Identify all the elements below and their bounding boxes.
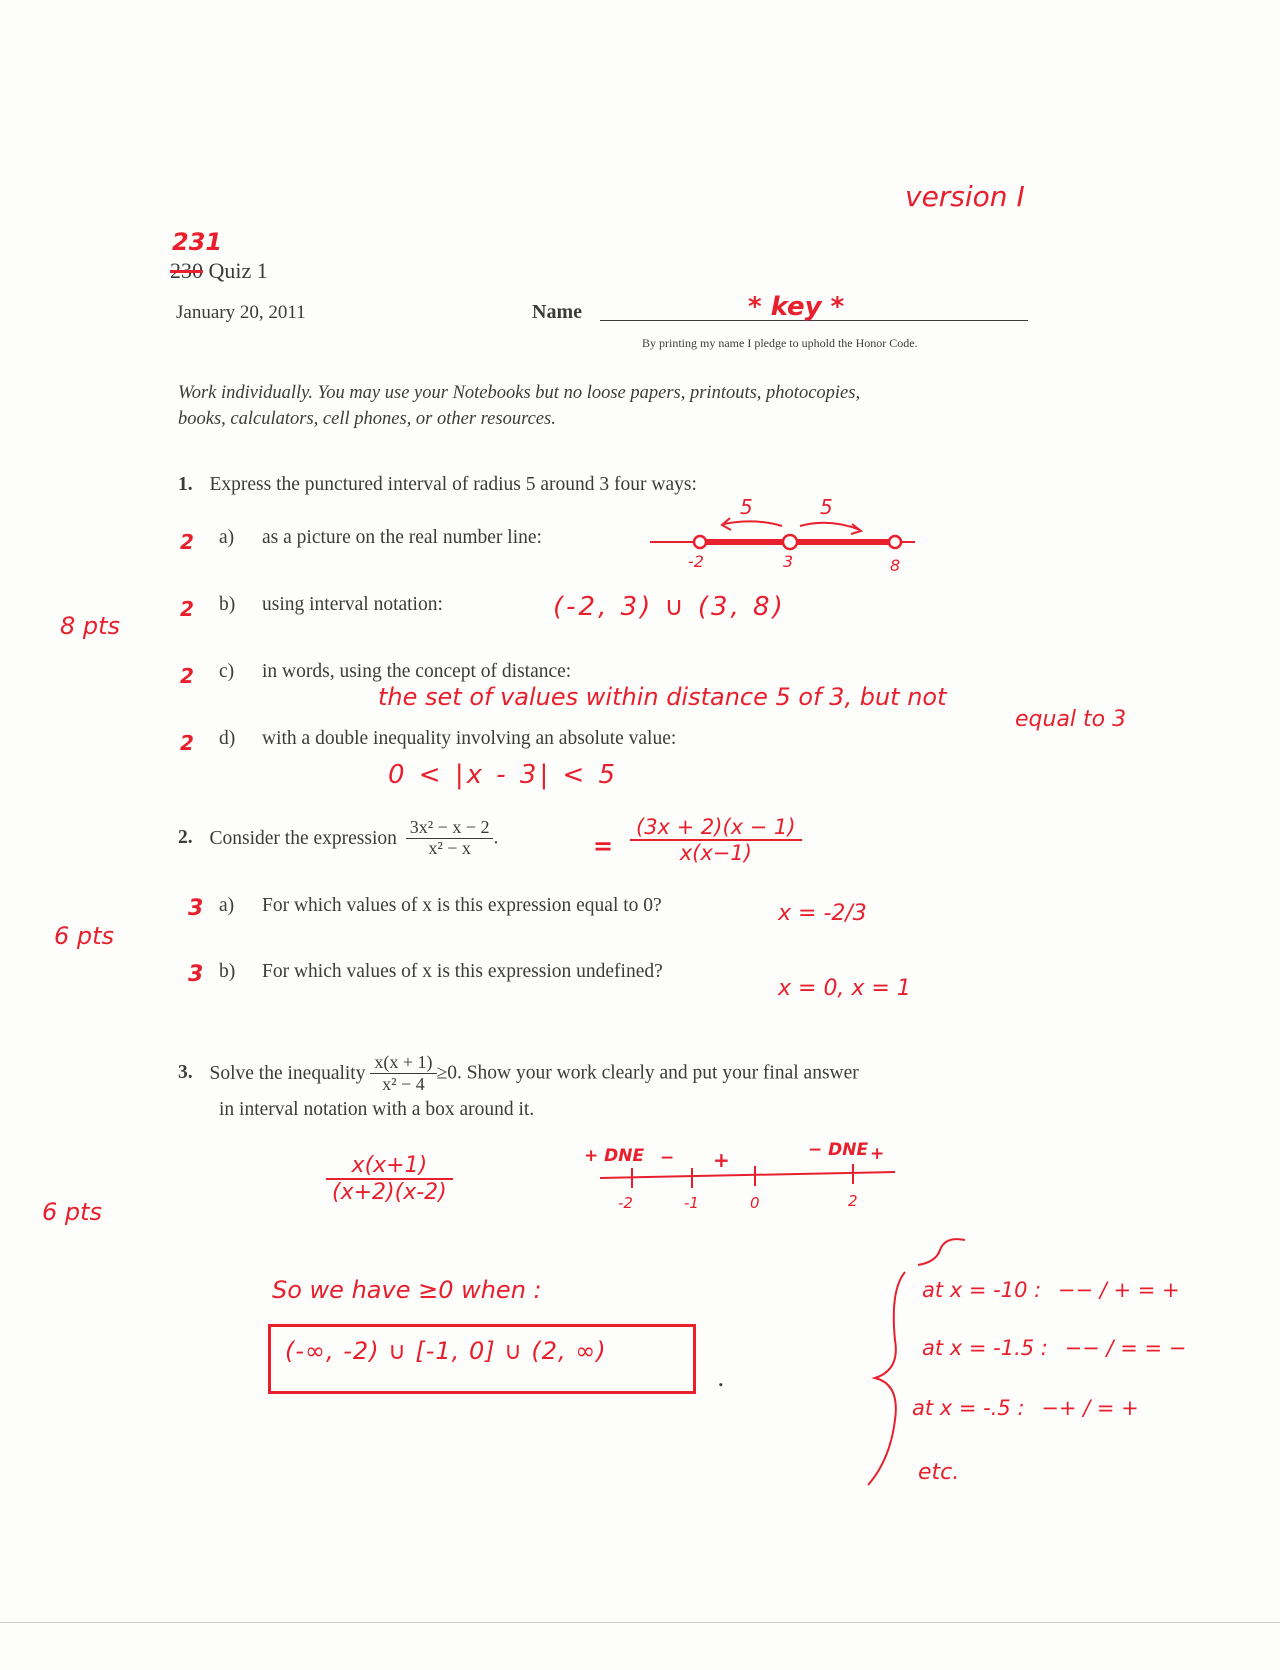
q2a-points: 3 <box>188 896 204 921</box>
q2b-text: For which values of x is this expression undefined? <box>262 961 663 982</box>
q2-text: Consider the expression <box>209 827 397 849</box>
q1-text: Express the punctured interval of radius 5 around 3 four ways: <box>209 474 697 495</box>
q3-text-line2: in interval notation with a box around it. <box>219 1099 535 1120</box>
sign-label-3: + <box>713 1148 730 1172</box>
course-number-correction: 231 <box>172 228 223 256</box>
q3-number: 3. <box>178 1061 193 1083</box>
test-point-2-label: at x = -1.5 : <box>922 1336 1048 1360</box>
q3-work-denominator: (x+2)(x-2) <box>332 1180 447 1205</box>
test-point-1-label: at x = -10 : <box>922 1278 1042 1302</box>
q1d-points: 2 <box>180 731 194 755</box>
test-point-3-label: at x = -.5 : <box>912 1396 1025 1420</box>
q2b-answer: x = 0, x = 1 <box>778 976 911 1001</box>
quiz-label: Quiz 1 <box>208 258 268 283</box>
q1d-label: d) <box>219 728 236 749</box>
q1c-label: c) <box>219 661 235 682</box>
name-value: * key * <box>748 292 845 322</box>
q1d-text: with a double inequality involving an absolute value: <box>262 728 677 749</box>
numberline-tick-8: 8 <box>890 556 901 575</box>
q3-final-answer-box <box>268 1324 696 1394</box>
q3-inequality-numerator: x(x + 1) <box>370 1052 436 1074</box>
q2a-answer: x = -2/3 <box>778 901 867 926</box>
test-point-2 <box>922 1336 1186 1360</box>
q2-number: 2. <box>178 826 193 848</box>
q1-number: 1. <box>178 474 193 495</box>
q1b-points: 2 <box>180 597 194 621</box>
q3-text-after: ≥0. Show your work clearly and put your final answer <box>436 1062 859 1084</box>
test-point-3 <box>912 1396 1139 1420</box>
q2a-text: For which values of x is this expression equal to 0? <box>262 895 662 916</box>
test-point-2-signs: −− / = = − <box>1064 1336 1187 1360</box>
q1b-answer: (-2, 3) ∪ (3, 8) <box>553 592 786 622</box>
sign-label-2: − <box>660 1148 675 1168</box>
q2-prompt: 2. Consider the expression $\frac{\text{3x² − x − 2}}{\text{x² − x}}$ . <box>178 817 499 858</box>
q2-equals: = <box>593 832 614 860</box>
sign-tick-0: 0 <box>750 1194 760 1212</box>
q1c-text: in words, using the concept of distance: <box>262 661 572 682</box>
q2-points-total: 6 pts <box>54 922 115 950</box>
page-bottom-rule <box>0 1622 1280 1623</box>
q1a-label: a) <box>219 527 235 548</box>
q1b-text: using interval notation: <box>262 594 443 615</box>
final-answer-period: . <box>717 1364 725 1392</box>
instructions-line-1: Work individually. You may use your Notebooks but no loose papers, printouts, photocopies, <box>178 383 861 403</box>
q3-work-numerator: x(x+1) <box>326 1153 453 1180</box>
q1a-points: 2 <box>180 530 194 554</box>
q1-points-total: 8 pts <box>60 612 121 640</box>
quiz-date: January 20, 2011 <box>176 302 306 323</box>
sign-label-1: + DNE <box>584 1146 645 1166</box>
sign-tick-2: 2 <box>848 1192 858 1210</box>
q2a-label: a) <box>219 895 235 916</box>
numberline-tick-neg2: -2 <box>688 552 704 571</box>
test-point-3-signs: −+ / = + <box>1041 1396 1139 1420</box>
name-label: Name <box>532 301 582 323</box>
q3-text-before: Solve the inequality <box>209 1062 366 1084</box>
sign-label-5: + <box>870 1144 885 1164</box>
q3-final-answer: (-∞, -2) ∪ [-1, 0] ∪ (2, ∞) <box>285 1337 607 1365</box>
instructions-line-2: books, calculators, cell phones, or other resources. <box>178 409 556 429</box>
course-number-original: 230 <box>170 258 203 283</box>
q1a-text: as a picture on the real number line: <box>262 527 542 548</box>
q2-expression-denominator: x² − x <box>428 837 471 858</box>
q2-factored-numerator: (3x + 2)(x − 1) <box>630 815 802 841</box>
q2-factored-denominator: x(x−1) <box>679 841 752 866</box>
numberline-radius-right: 5 <box>820 495 833 519</box>
q3-points-total: 6 pts <box>42 1198 103 1226</box>
q1c-points: 2 <box>180 664 194 688</box>
honor-code: By printing my name I pledge to uphold the Honor Code. <box>642 336 918 350</box>
test-point-1 <box>922 1278 1180 1302</box>
test-point-etc: etc. <box>918 1460 960 1485</box>
q1b-label: b) <box>219 594 236 615</box>
sign-tick-neg2: -2 <box>618 1194 633 1212</box>
sign-label-4: − DNE <box>808 1140 869 1160</box>
q1c-answer-continued: equal to 3 <box>1015 707 1127 732</box>
q2b-points: 3 <box>188 962 204 987</box>
numberline-tick-3: 3 <box>783 552 794 571</box>
q3-inequality-denominator: x² − 4 <box>382 1074 425 1094</box>
numberline-radius-left: 5 <box>740 495 753 519</box>
test-point-1-signs: −− / + = + <box>1057 1278 1180 1302</box>
sign-tick-neg1: -1 <box>684 1194 699 1212</box>
q2-expression-numerator: 3x² − x − 2 <box>406 818 494 839</box>
version-note: version I <box>905 180 1025 213</box>
q3-so-we-have: So we have ≥0 when : <box>272 1276 542 1304</box>
q2b-label: b) <box>219 961 236 982</box>
q1c-answer: the set of values within distance 5 of 3, but not <box>378 683 947 711</box>
q1d-answer: 0 < |x - 3| < 5 <box>388 760 619 790</box>
